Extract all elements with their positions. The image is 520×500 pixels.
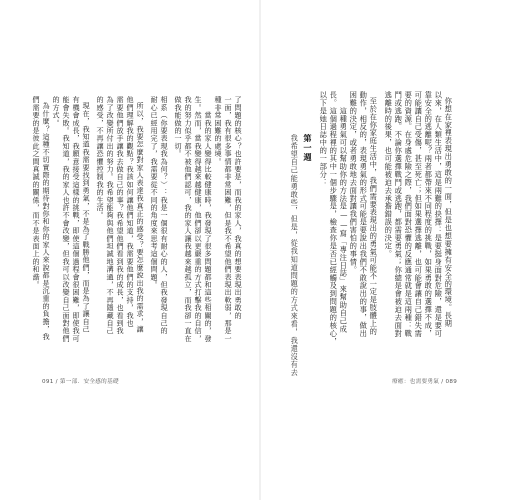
text-line: 所以，我要怎麼對家人表達我真正的感受？要怎麼說出我的需求，讓	[136, 102, 146, 333]
text-line: 現在，我知道我需要找到勇氣，不是為了戰勝他們，而是為了讓自己	[82, 102, 92, 333]
page-folio-left: 091 / 第一部．安全感的基礎	[42, 379, 119, 385]
text-line: 耐心已經用完了，我需要從不同的角度來思考這個問題。	[150, 96, 160, 289]
text-line: 你想在家裡表現出勇敢的一面，但是也想要擁有安全的環境。長期	[444, 97, 454, 328]
quote-line: 我希望自己能勇敢些，但是，從我知道問題的方式來看，我還沒有去	[290, 134, 300, 377]
text-line: 的感受，不再讓恐懼控制我的生活。	[96, 96, 106, 220]
text-line: 他們理解我的觀點？我該如何讓他們知道，我需要他們的支持，我也	[126, 96, 136, 327]
text-line: 困難的決定，或者勇敢地去面對讓我們害怕的事情。	[349, 91, 359, 274]
text-line: 能會失敗。我知道，我的家人也許不會改變，但我可以改變自己面對他們	[62, 96, 72, 343]
text-line: 們需要的是彼此之間真誠的關係，而不是表面上的和諧。	[32, 96, 42, 289]
page-folio-right: 療癒：也需要勇氣 / 089	[392, 379, 458, 385]
text-line: 一面，我有很多事情都非常困難，但是我不希望他們表現出軟弱，那是一	[224, 96, 234, 343]
text-line: 為什麼？這種不切實際的期待對你和你的家人來說都是沉重的負擔，我	[42, 102, 52, 341]
text-line: 了問題的核心？也許要是，而我的家人，我真的想要表現出勇敢的	[234, 96, 244, 320]
text-line: 的方式。	[52, 96, 62, 127]
text-line: 生。然而，當我變得越來越健康，他們卻以更嚴重的方式打擊我的自信，	[194, 96, 204, 343]
text-line: 我的努力似乎都不被他們認可，我的家人讓我越來越孤立，而我卻一直在	[184, 96, 194, 343]
text-line: 種非常困難的處境。	[214, 96, 224, 166]
text-line: 靠安全的逃離呢？兩者都帶來不同程度的挑戰，如果勇敢的選擇不成，	[424, 91, 434, 338]
text-line: 這種勇氣可以幫助你的方法是——寫「專注日誌」來幫助自己成	[339, 91, 349, 333]
text-line: 動作，相反的，表現勇氣的形式可能是要說出我們不敢說出的事，做出	[359, 91, 369, 338]
text-line: 做我能做的一切。	[174, 96, 184, 158]
text-line: 鬥或逃跑。不論你選擇戰鬥或逃跑，都需要勇氣；你總是會被迫去面對	[394, 91, 404, 338]
text-line: 為了改變所付出的努力。我希望能夠與他們坦誠地溝通，不再隱藏自己	[106, 96, 116, 335]
text-line: 要的資源。在身處危險之際，我們面對恐懼的反應通常就是這兩種：戰	[404, 91, 414, 338]
text-line: 逃離時的後果，也可能被迫去承擔錯誤的決定。	[384, 91, 394, 258]
text-line: 當我的家人變得比較健康時，我發現了很多問題都和這些相關的，發	[204, 96, 214, 343]
text-line: 相系（你要表現我為何？）：我是一個很有耐心的人，但我發現自己的	[160, 96, 170, 335]
text-line: 以來，在人類生活中，這是兩難的抉擇：是要挺身面對危險，還是要可	[434, 91, 444, 338]
text-line: 長。這個過程裡的其中一個步驟是，檢查你是否已經觸及到問題的核心，	[329, 91, 339, 346]
section-heading: 第一週	[303, 134, 313, 163]
text-line: 有機會成長，我願意接受這樣的挑戰，即使這個過程會很困難，即使我可	[72, 96, 82, 343]
text-line: 可能讓自己受傷，甚至死亡；但如果選擇逃離，也可能會讓自己錯失需	[414, 91, 424, 338]
text-line: 至於在你家庭生活中，我們需要表現出的勇氣可能不一定是肢體上的	[369, 97, 379, 336]
text-line: 需要他們放手讓我去做自己的事？我希望他們看到我的成長，也看到我	[116, 96, 126, 335]
text-line: 以下是她日誌中的一部分：	[319, 91, 329, 187]
gutter	[259, 0, 261, 500]
